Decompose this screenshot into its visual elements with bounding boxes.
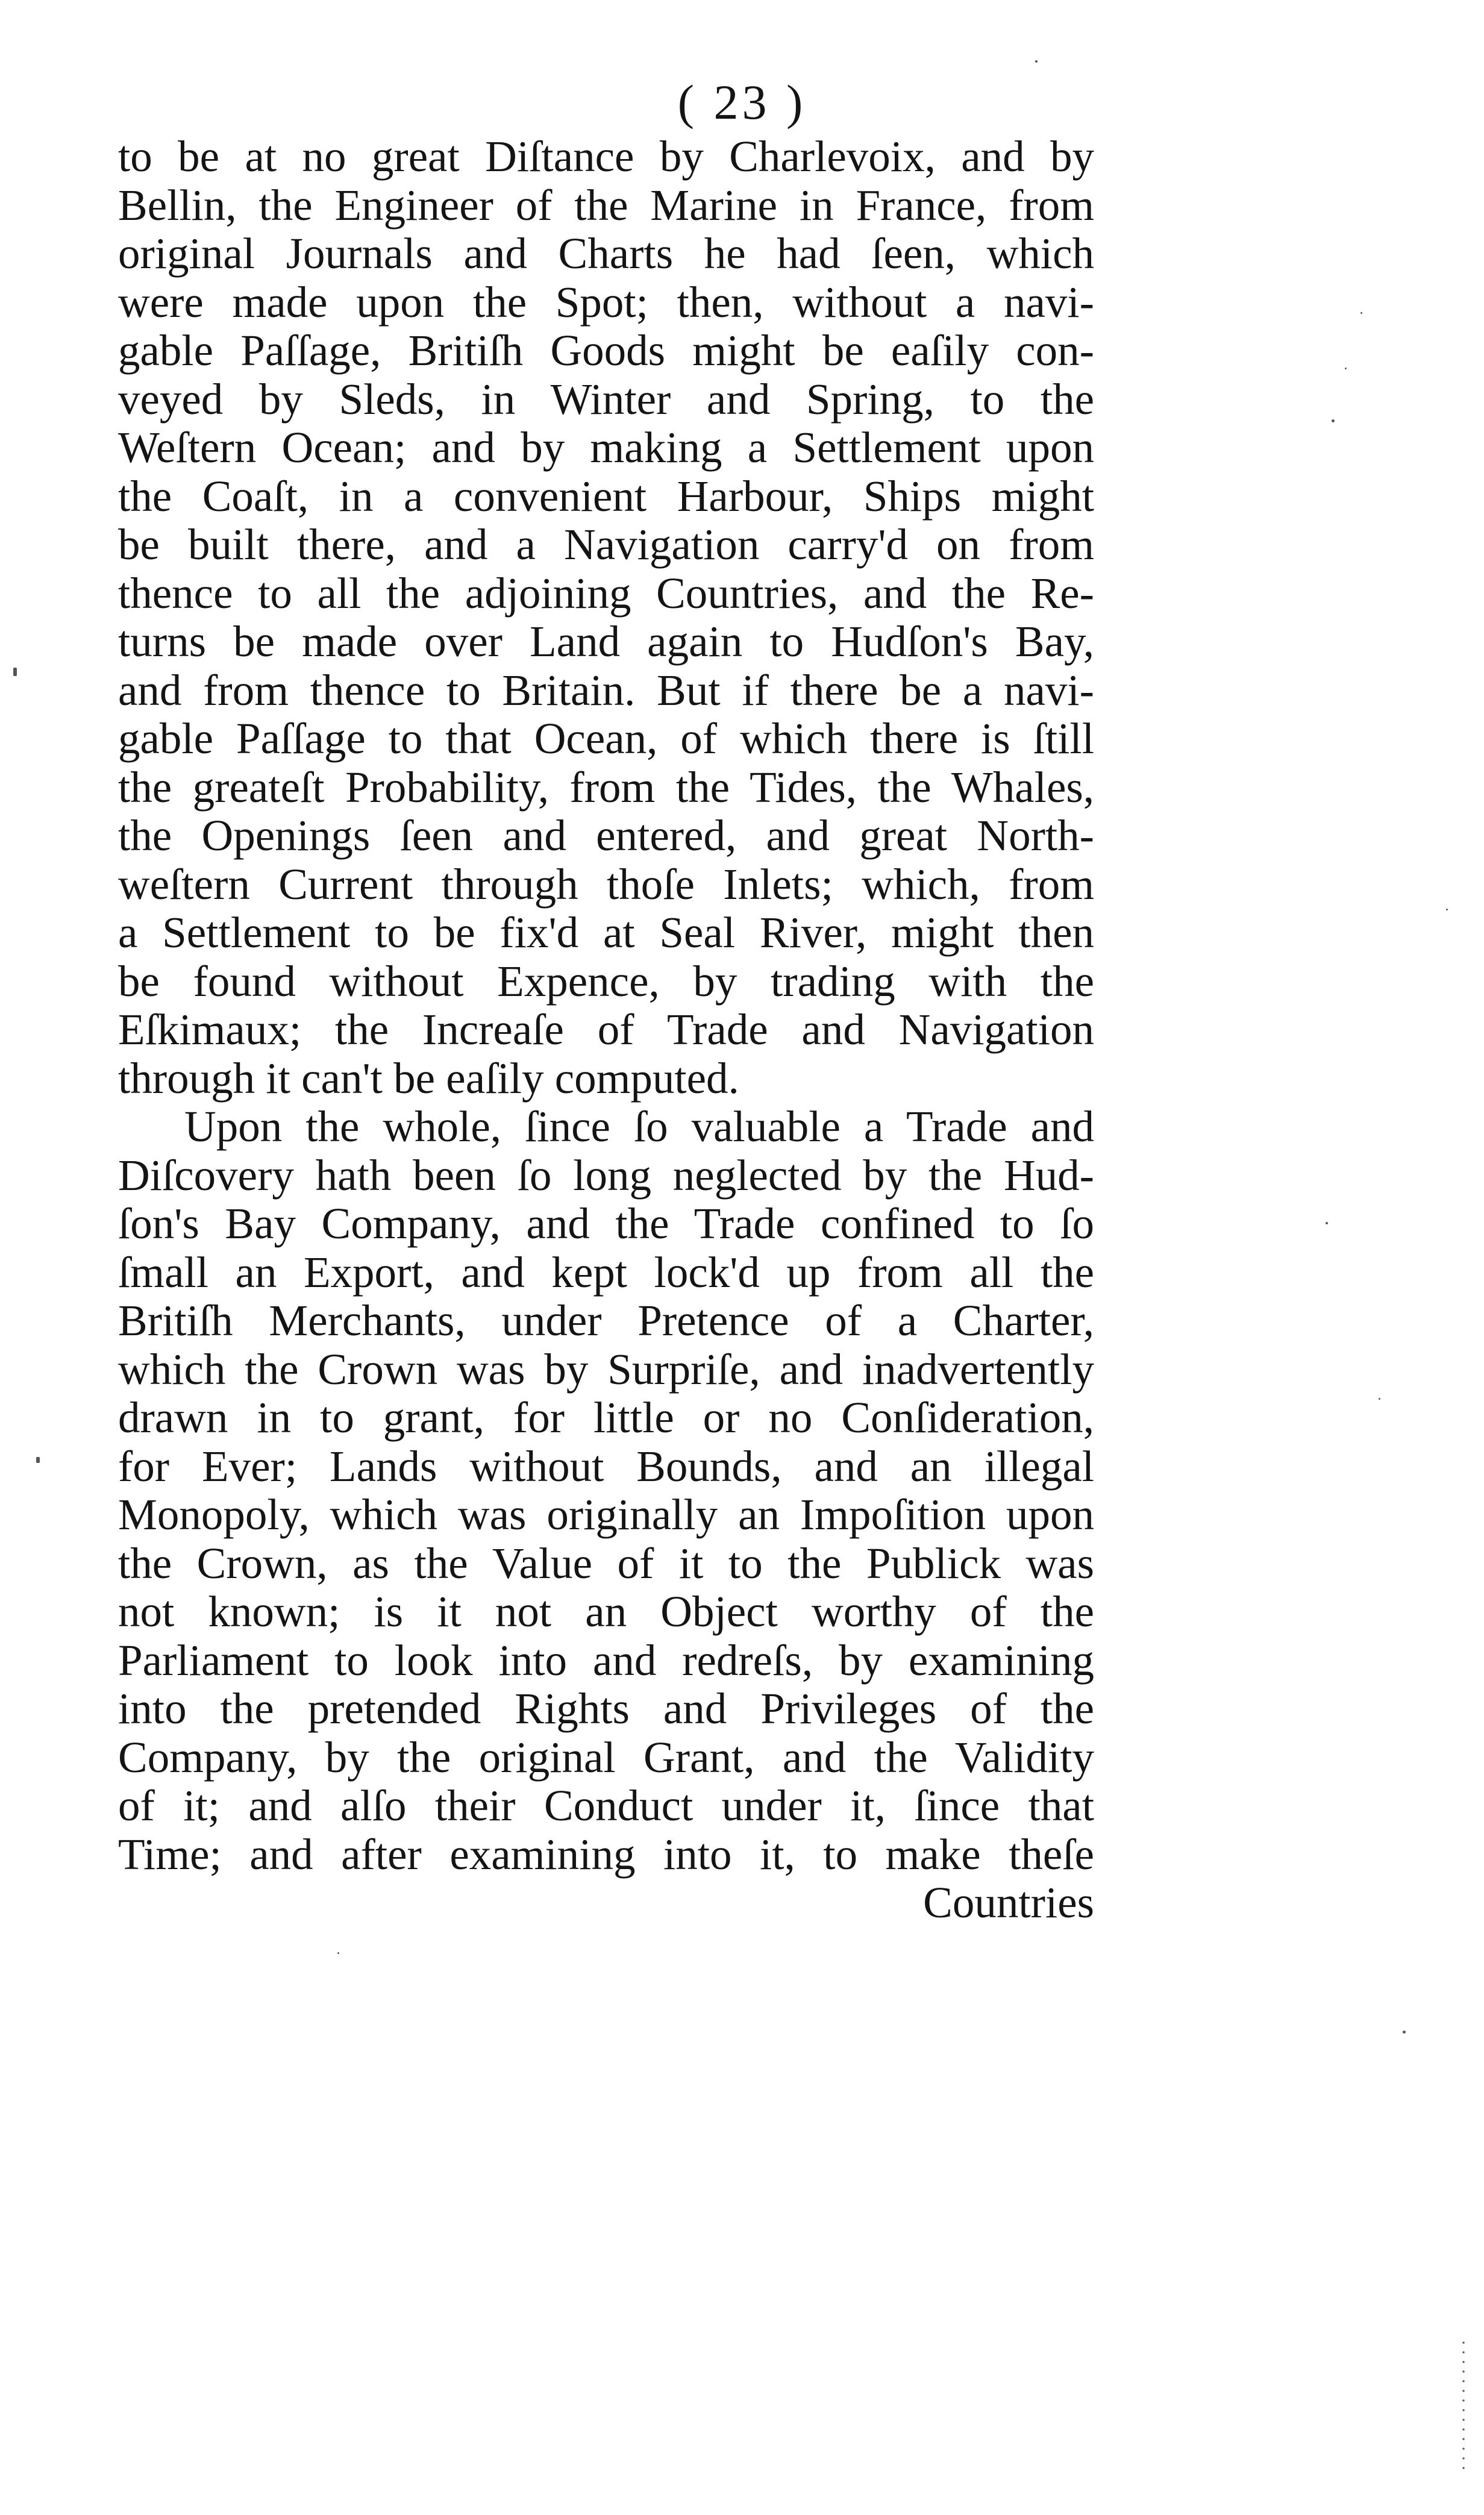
text-line: Britiſh Merchants, under Pretence of a Charter,	[118, 1296, 1094, 1345]
text-line: were made upon the Spot; then, without a navi-	[118, 277, 1094, 327]
text-line: the Openings ſeen and entered, and great North-	[118, 811, 1094, 860]
text-line: and from thence to Britain. But if there be a navi-	[118, 665, 1094, 715]
text-line: the greateſt Probability, from the Tides, the Whales,	[118, 762, 1094, 812]
text-line: gable Paſſage, Britiſh Goods might be eaſily con-	[118, 326, 1094, 375]
text-line: original Journals and Charts he had ſeen, which	[118, 229, 1094, 278]
text-line: into the pretended Rights and Privileges of the	[118, 1684, 1094, 1733]
text-line: weſtern Current through thoſe Inlets; which, from	[118, 859, 1094, 909]
text-line: for Ever; Lands without Bounds, and an illegal	[118, 1441, 1094, 1491]
scan-speck	[1035, 60, 1038, 63]
text-line: a Settlement to be fix'd at Seal River, might then	[118, 908, 1094, 957]
text-line: the Coaſt, in a convenient Harbour, Ships might	[118, 471, 1094, 521]
text-line: through it can't be eaſily computed.	[118, 1053, 739, 1103]
text-line: be found without Expence, by trading with the	[118, 956, 1094, 1006]
text-line: Bellin, the Engineer of the Marine in France, from	[118, 180, 1094, 230]
scan-edge-dots	[1462, 2338, 1465, 2476]
text-line: the Crown, as the Value of it to the Publick was	[118, 1538, 1094, 1588]
text-line: to be at no great Diſtance by Charlevoix, and by	[118, 132, 1094, 181]
scan-speck	[1379, 1398, 1380, 1400]
catchword: Countries	[923, 1878, 1094, 1927]
scan-speck	[13, 668, 17, 676]
text-line: be built there, and a Navigation carry'd on from	[118, 520, 1094, 569]
text-line: Weſtern Ocean; and by making a Settlement upon	[118, 423, 1094, 472]
text-line: Time; and after examining into it, to make theſe	[118, 1829, 1094, 1879]
text-line: Parliament to look into and redreſs, by examining	[118, 1635, 1094, 1685]
scan-speck	[1446, 909, 1448, 910]
text-line: veyed by Sleds, in Winter and Spring, to the	[118, 374, 1094, 424]
text-line: Monopoly, which was originally an Impoſition upon	[118, 1490, 1094, 1539]
text-line: ſmall an Export, and kept lock'd up from all the	[118, 1247, 1094, 1297]
text-line: ſon's Bay Company, and the Trade confined to ſo	[118, 1199, 1094, 1248]
scan-speck	[1326, 1222, 1328, 1224]
text-line: Eſkimaux; the Increaſe of Trade and Navigation	[118, 1005, 1094, 1054]
text-line: Company, by the original Grant, and the Validity	[118, 1732, 1094, 1782]
text-line: drawn in to grant, for little or no Conſideration,	[118, 1393, 1094, 1442]
text-line: gable Paſſage to that Ocean, of which there is ſtill	[118, 714, 1094, 763]
scan-speck	[1345, 368, 1347, 369]
text-line: Diſcovery hath been ſo long neglected by the Hud-	[118, 1150, 1094, 1200]
body-text	[118, 133, 1094, 1928]
paragraph-start-line: Upon the whole, ſince ſo valuable a Trade and	[184, 1102, 1094, 1151]
scan-speck	[1403, 2031, 1406, 2034]
text-line: not known; is it not an Object worthy of the	[118, 1587, 1094, 1636]
text-line: turns be made over Land again to Hudſon's Bay,	[118, 617, 1094, 666]
scan-speck	[36, 1457, 40, 1463]
scan-speck	[1360, 312, 1362, 314]
scan-speck	[337, 1952, 339, 1954]
text-line: thence to all the adjoining Countries, and the Re-	[118, 568, 1094, 618]
page-number: ( 23 )	[677, 75, 807, 130]
scan-speck	[1332, 419, 1335, 422]
text-line: of it; and alſo their Conduct under it, ſince that	[118, 1781, 1094, 1830]
text-line: which the Crown was by Surpriſe, and inadvertently	[118, 1344, 1094, 1394]
